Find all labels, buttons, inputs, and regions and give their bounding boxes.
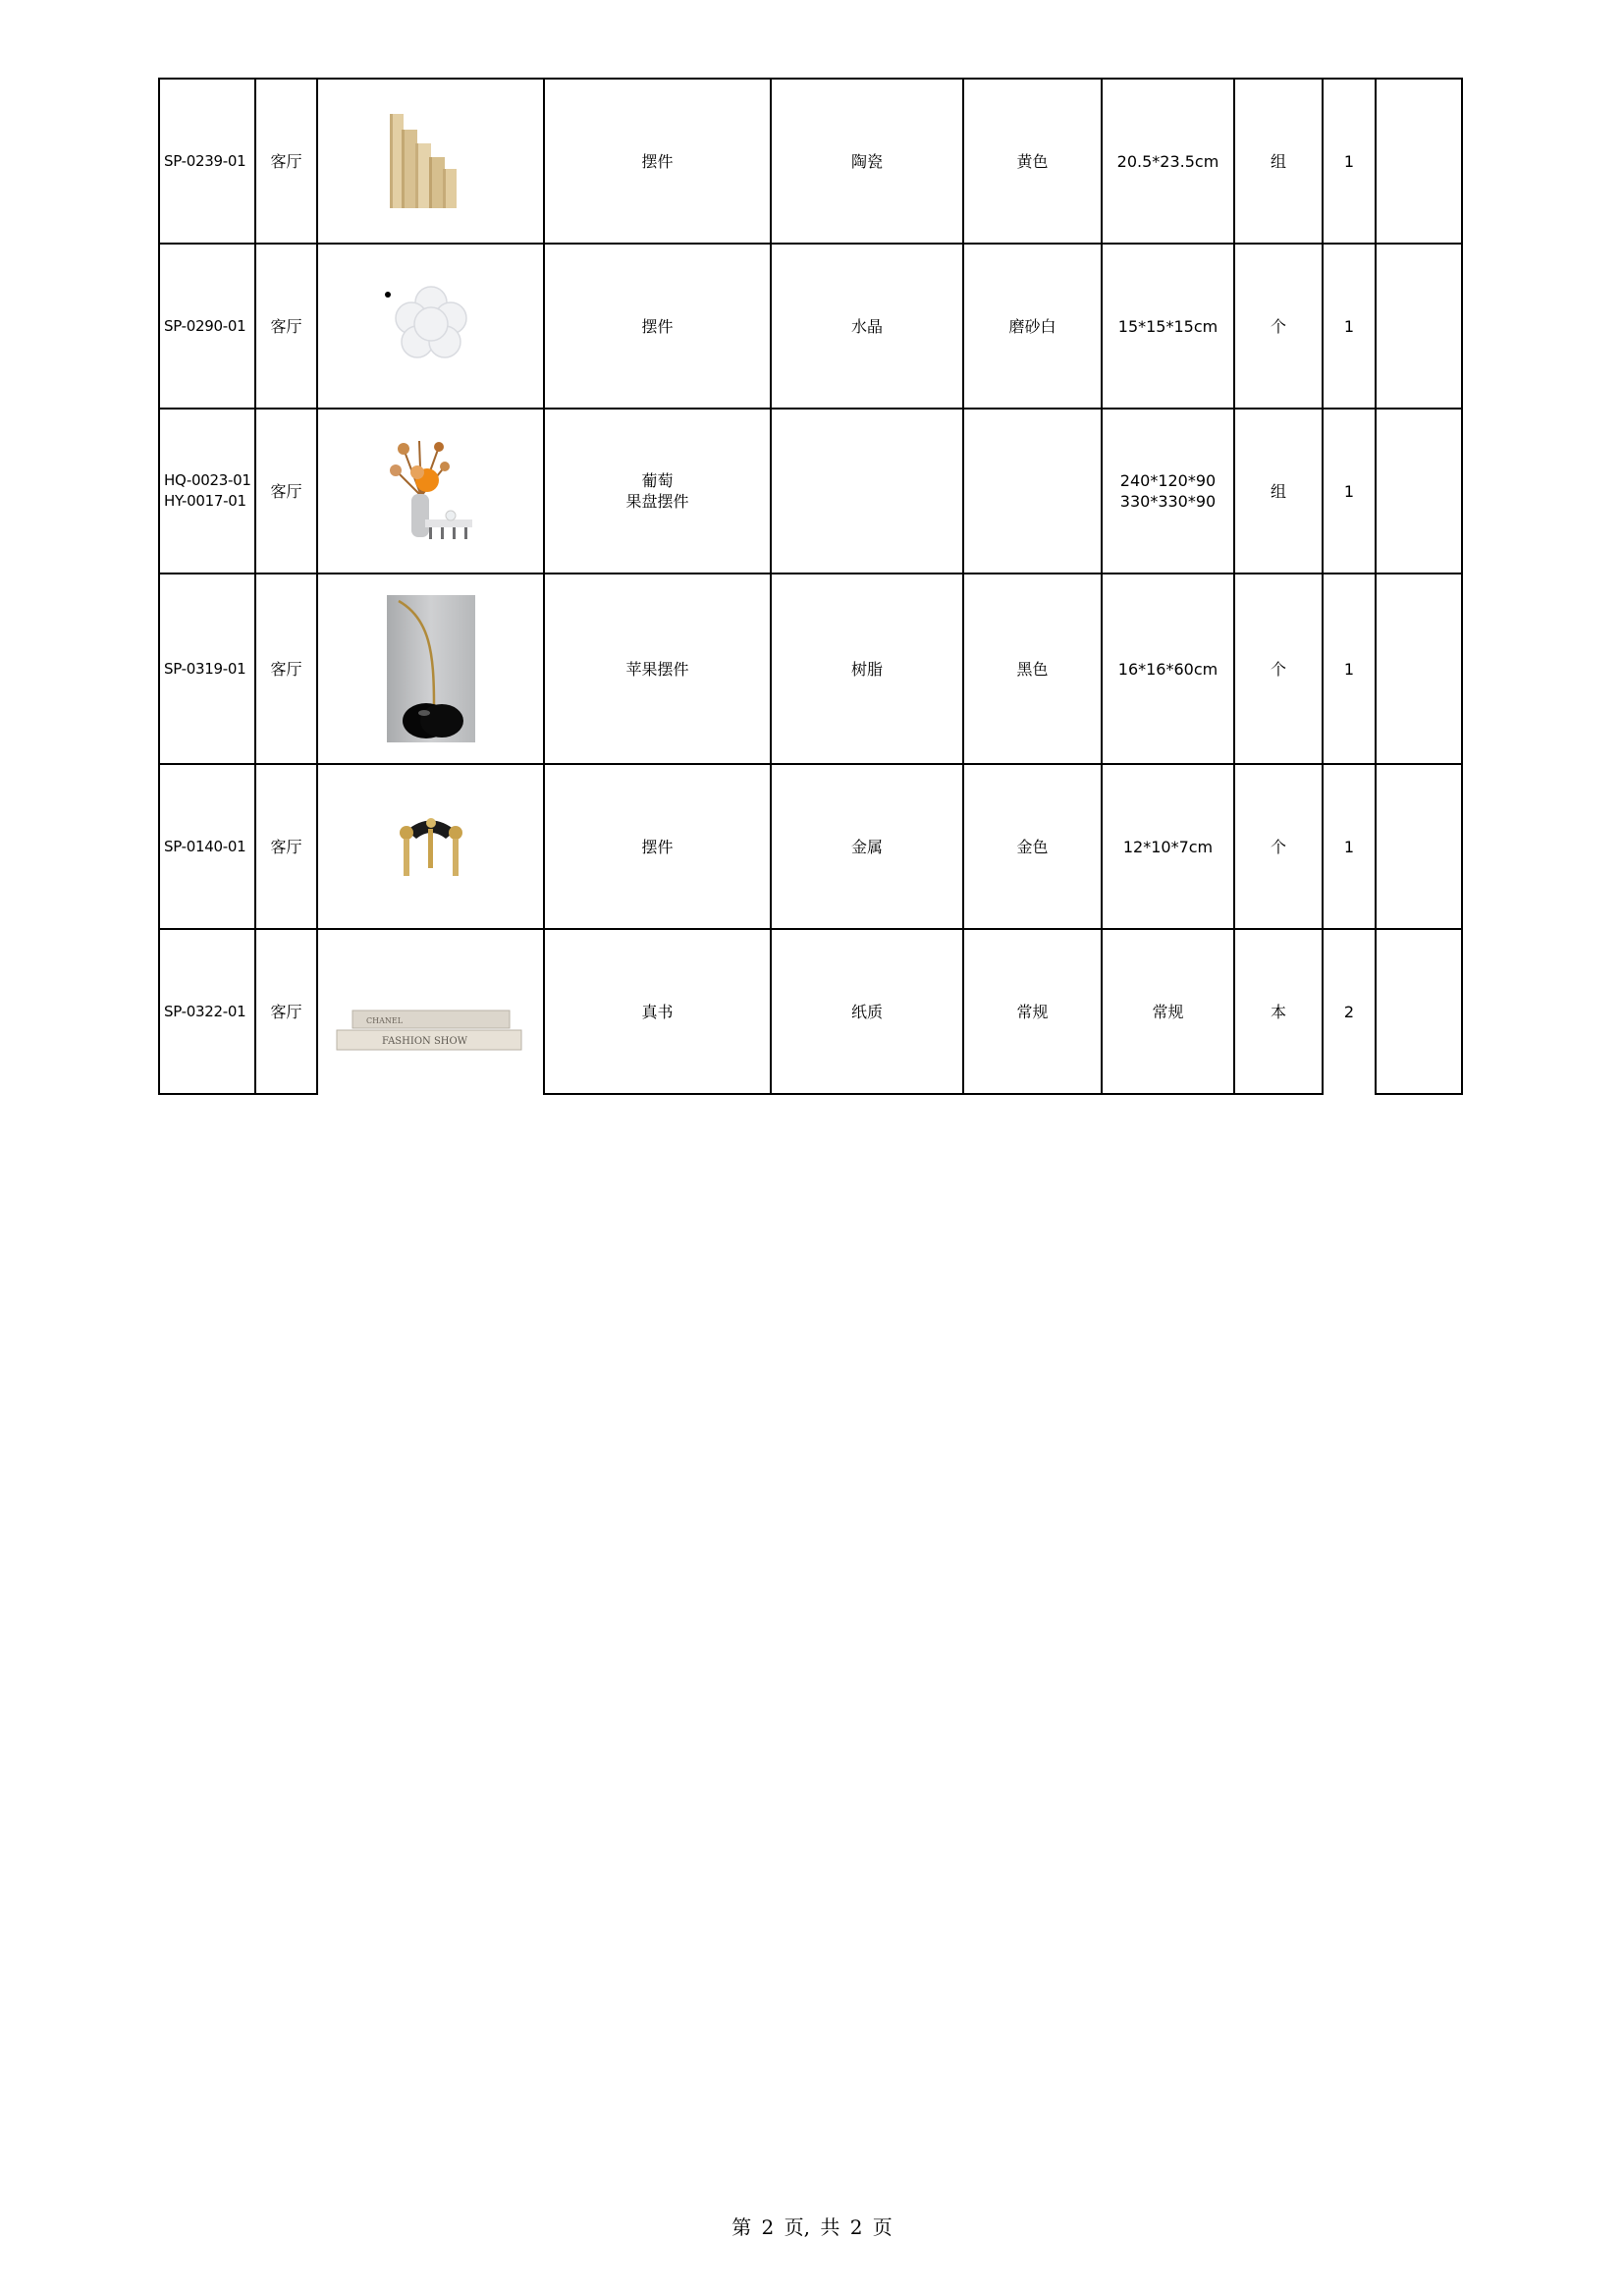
crystal-flower-ornament-image [382, 277, 480, 375]
remarks [1376, 409, 1462, 574]
black-apple-ornament-image [387, 595, 475, 742]
product-image [317, 409, 544, 574]
product-name: 苹果摆件 [544, 574, 771, 764]
remarks [1376, 244, 1462, 409]
color [963, 409, 1102, 574]
size: 16*16*60cm [1102, 574, 1234, 764]
color: 常规 [963, 929, 1102, 1094]
material: 陶瓷 [771, 79, 963, 244]
unit: 个 [1234, 244, 1323, 409]
room: 客厅 [255, 764, 317, 929]
room: 客厅 [255, 929, 317, 1094]
item-code: SP-0319-01 [159, 574, 255, 764]
quantity: 1 [1323, 764, 1376, 929]
product-image [317, 764, 544, 929]
quantity: 1 [1323, 409, 1376, 574]
stepped-ceramic-blocks-image [382, 112, 480, 210]
table-row [159, 929, 1462, 1094]
product-name: 摆件 [544, 79, 771, 244]
table-row [159, 409, 1462, 574]
book-title-top: CHANEL [365, 1015, 403, 1025]
material [771, 409, 963, 574]
table-row [159, 574, 1462, 764]
room: 客厅 [255, 574, 317, 764]
unit: 个 [1234, 574, 1323, 764]
table-row [159, 244, 1462, 409]
gold-metal-ornament-image [387, 807, 475, 886]
color: 黑色 [963, 574, 1102, 764]
stacked-books-image [333, 997, 529, 1056]
quantity: 2 [1323, 929, 1376, 1094]
item-code: SP-0140-01 [159, 764, 255, 929]
room: 客厅 [255, 244, 317, 409]
size: 常规 [1102, 929, 1234, 1094]
item-code: SP-0322-01 [159, 929, 255, 1094]
book-title-bottom: FASHION SHOW [381, 1035, 467, 1047]
product-name: 摆件 [544, 244, 771, 409]
color: 金色 [963, 764, 1102, 929]
room: 客厅 [255, 79, 317, 244]
product-image [317, 574, 544, 764]
unit: 组 [1234, 79, 1323, 244]
product-name: 葡萄 果盘摆件 [544, 409, 771, 574]
remarks [1376, 574, 1462, 764]
table-row [159, 79, 1462, 244]
size: 12*10*7cm [1102, 764, 1234, 929]
color: 黄色 [963, 79, 1102, 244]
item-code: HQ-0023-01 HY-0017-01 [159, 409, 255, 574]
unit: 个 [1234, 764, 1323, 929]
remarks [1376, 929, 1462, 1094]
remarks [1376, 79, 1462, 244]
material: 纸质 [771, 929, 963, 1094]
table-row [159, 764, 1462, 929]
room: 客厅 [255, 409, 317, 574]
page-footer: 第 2 页, 共 2 页 [731, 2215, 893, 2239]
product-table [158, 78, 1463, 1095]
size: 15*15*15cm [1102, 244, 1234, 409]
material: 树脂 [771, 574, 963, 764]
product-image [317, 79, 544, 244]
item-code: SP-0290-01 [159, 244, 255, 409]
size: 240*120*90 330*330*90 [1102, 409, 1234, 574]
remarks [1376, 764, 1462, 929]
unit: 组 [1234, 409, 1323, 574]
unit: 本 [1234, 929, 1323, 1094]
product-image [317, 929, 544, 1094]
size: 20.5*23.5cm [1102, 79, 1234, 244]
quantity: 1 [1323, 574, 1376, 764]
quantity: 1 [1323, 79, 1376, 244]
dried-flower-vase-and-fruit-tray-image [382, 437, 480, 545]
product-name: 真书 [544, 929, 771, 1094]
product-name: 摆件 [544, 764, 771, 929]
item-code: SP-0239-01 [159, 79, 255, 244]
quantity: 1 [1323, 244, 1376, 409]
material: 金属 [771, 764, 963, 929]
product-image [317, 244, 544, 409]
color: 磨砂白 [963, 244, 1102, 409]
material: 水晶 [771, 244, 963, 409]
